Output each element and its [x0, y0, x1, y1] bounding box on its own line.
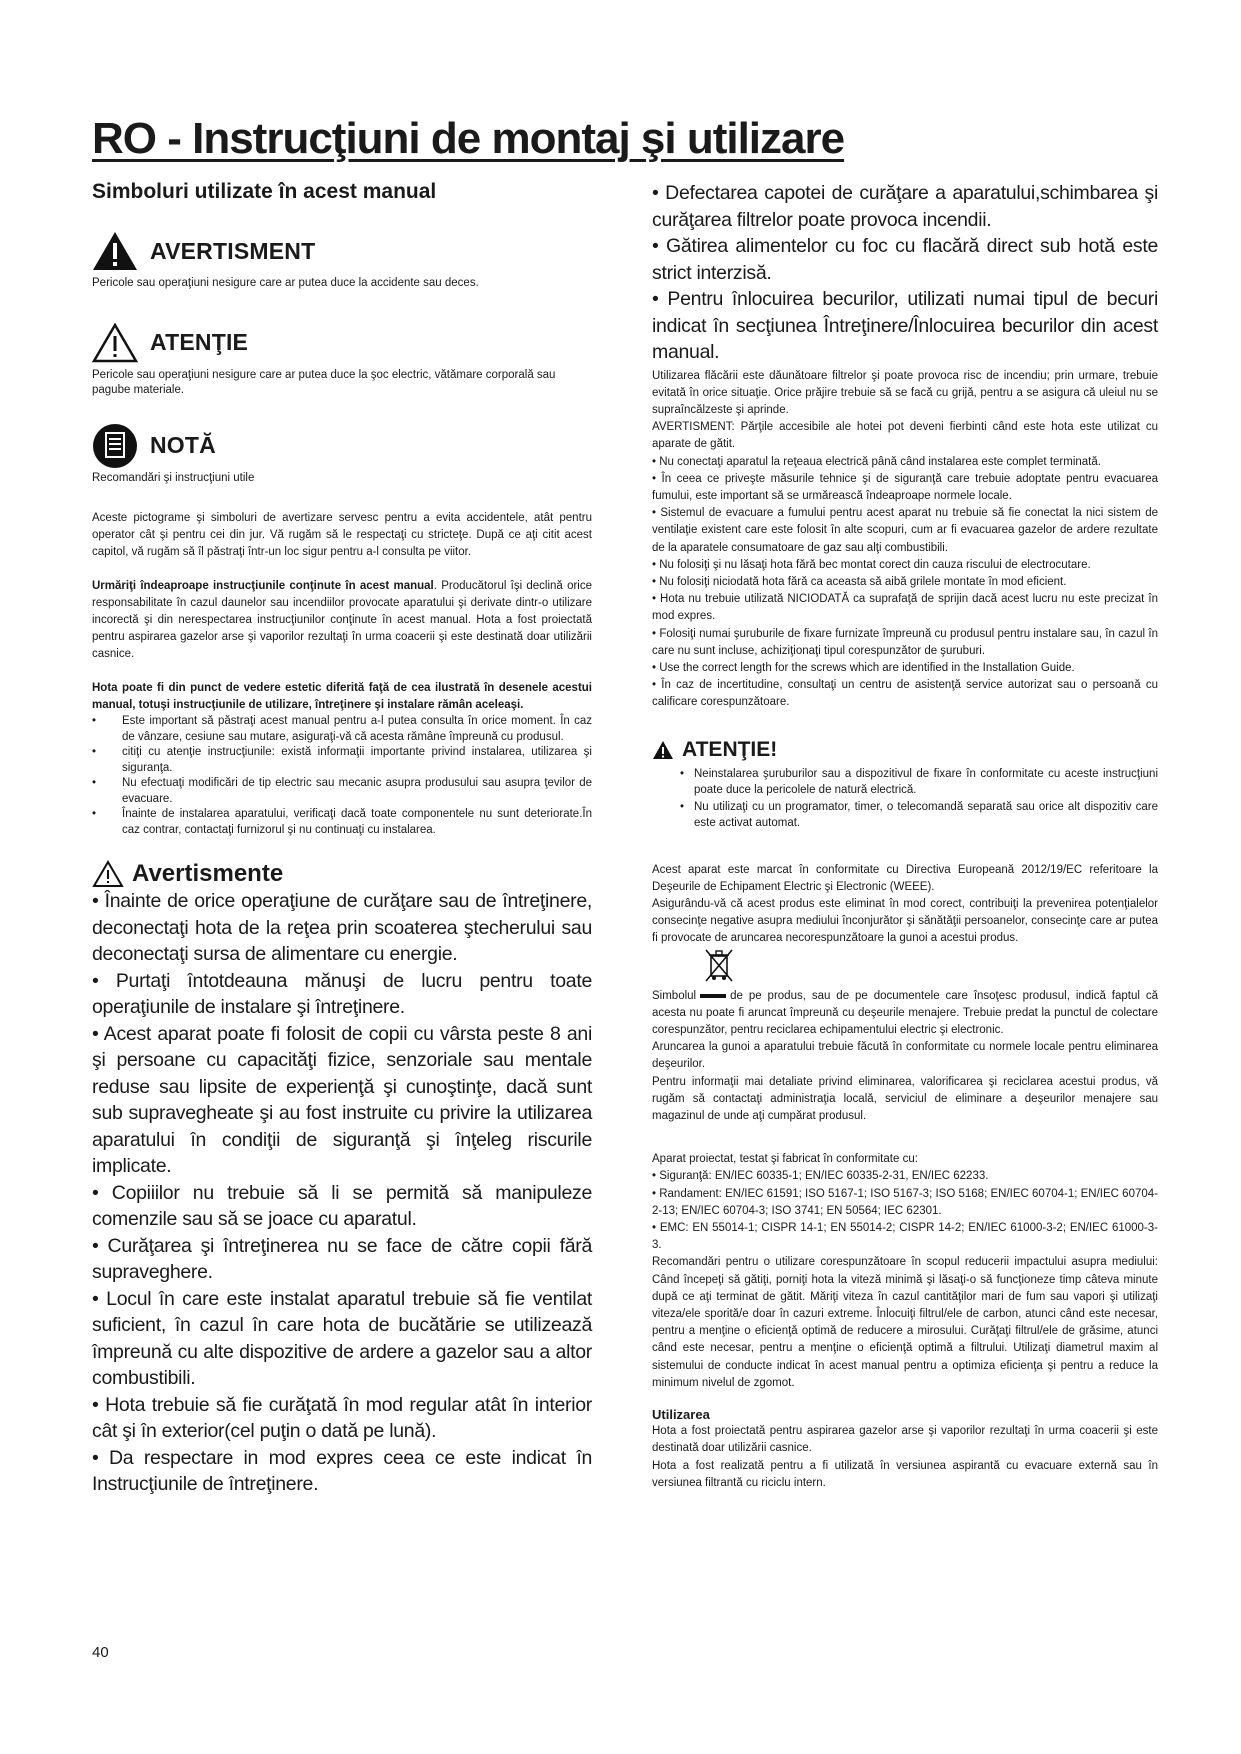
safety-line: • Hota nu trebuie utilizată NICIODATĂ ca suprafaţă de sprijin dacă acest lucru nu este precizat în mod expres.: [652, 593, 1158, 623]
attention-heading: ATENŢIE!: [652, 738, 1158, 762]
safety-line: • Nu conectaţi aparatul la reţeaua electrică până când instalarea este complet terminată.: [652, 455, 1101, 468]
list-item: • Acest aparat poate fi folosit de copii cu vârsta peste 8 ani şi persoane cu capacităţi fizice, senzoriale sau mentale reduse sau lipsite de experienţă şi cunoştinţe, dacă sunt sub supravegheate şi au fost instruite cu privire la utilizarea aparatului în condiţii de siguranţă şi înţeleg riscurile implicate.: [92, 1022, 592, 1177]
list-item: • Purtaţi întotdeauna mănuşi de lucru pentru toate operaţiunile de instalare şi întreţinere.: [92, 969, 592, 1018]
symbol-block-note: [92, 423, 592, 487]
safety-line: • În caz de incertitudine, consultaţi un centru de asistenţă service autorizat sau o persoană cu calificare corespunzătoare.: [652, 679, 1158, 709]
symbol-block-caution: [92, 320, 592, 399]
intro-paragraph: Aceste pictograme şi simboluri de avertizare servesc pentru a evita accidentele, atât pentru operator cât şi pentru cei din jur. Vă rugăm să le respectaţi cu stricteţe. După ce aţi citit acest capitol, vă rugăm să îl păstraţi într-un loc sigur pentru a-l consulta pe viitor.: [92, 512, 592, 558]
symbol-paragraph: [652, 988, 1158, 1040]
symbol-title: NOTĂ: [150, 432, 216, 458]
disposal-paragraph-1: Aruncarea la gunoi a aparatului trebuie făcută în conformitate cu normele locale pentru eliminarea deşeurilor.: [652, 1041, 1158, 1071]
list-item: • Da respectare in mod expres ceea ce este indicat în Instrucţiunile de întreţinere.: [92, 1446, 592, 1495]
list-item: • Defectarea capotei de curăţare a aparatului,schimbarea şi curăţarea filtrelor poate provoca incendii.: [652, 182, 1158, 231]
list-item: • Înainte de instalarea aparatului, verificaţi dacă toate componentele nu sunt deteriorate.În caz contrar, contactaţi furnizorul şi nu continuaţi cu instalarea.: [92, 808, 592, 836]
list-item: • Este important să păstraţi acest manual pentru a-l putea consulta în orice moment. În caz de vânzare, cesiune sau mutare, asiguraţi-vă că acesta rămâne împreună cu produsul.: [92, 715, 592, 743]
list-item: • citiţi cu atenţie instrucţiunile: există informaţii importante privind instalarea, utilizarea şi siguranţa.: [92, 746, 592, 774]
list-item: • Nu utilizaţi cu un programator, timer, o telecomandă separată sau orice alt dispozitiv care este activat automat.: [680, 800, 1158, 830]
standard-line: • Randament: EN/IEC 61591; ISO 5167-1; ISO 5167-3; ISO 5168; EN/IEC 60704-1; EN/IEC 60704-2-13; EN/IEC 60704-3; ISO 3741; EN 50564; IEC 62301.: [652, 1187, 1158, 1217]
symbol-block-warning: [92, 228, 592, 292]
symbol-title: AVERTISMENT: [150, 237, 316, 264]
standard-line: • EMC: EN 55014-1; CISPR 14-1; EN 55014-2; CISPR 14-2; EN/IEC 61000-3-2; EN/IEC 61000-3-3.: [652, 1222, 1158, 1252]
safety-line: • Sistemul de evacuare a fumului pentru acest aparat nu trebuie să fie conectat la nici sistem de ventilaţie existent care este folosit în alte scopuri, cum ar fi evacuarea gazelor de ardere rezultate de la aparatele consumatoare de gaz sau alţi combustibili.: [652, 507, 1158, 554]
warning-triangle-filled-icon: [92, 231, 138, 271]
follow-bold: Urmăriţi îndeaproape instrucţiunile conţinute în acest manual: [92, 580, 434, 592]
weee-paragraph-2: Asigurându-vă că acest produs este eliminat în mod corect, contribuiţi la prevenirea potenţialelor consecinţe negative asupra mediului înconjurător şi sănătăţii persoanelor, consecinţe care ar putea fi provocate de aruncarea necorespunzătoare la gunoi a acestui produs.: [652, 897, 1158, 945]
attention-list: [652, 766, 1158, 832]
recommendations-paragraph: Recomandări pentru o utilizare corespunzătoare în scopul reducerii impactului asupra mediului: Când începeţi să gătiţi, porniţi hota la viteză minimă şi lăsaţi-o să funcţioneze timp câteva minute după ce aţi terminat de gătit. Măriţi viteza în cazul cantităţilor mari de fum sau vapori şi utilizaţi viteza/ele sporită/e doar în cazuri extreme. Înlocuiţi filtrul/ele de carbon, atunci când este necesar, pentru a menţine o eficienţă optimă de reducere a mirosului. Curăţaţi filtrul/ele de grăsime, atunci când este necesar, pentru a menţine o eficienţă optimă a filtrului. Utilizaţi diametrul maxim al sistemului de conducte indicat în acest manual pentru a optimiza eficienţa şi pentru a reduce la minimum nivelul de zgomot.: [652, 1256, 1158, 1389]
page-number: 40: [92, 1644, 109, 1661]
warnings-list: [92, 888, 592, 1498]
caution-triangle-outline-icon: [92, 323, 138, 363]
follow-rest: . Producătorul îşi declină orice responsabilitate în cazul daunelor sau incendiilor provocate aparatului şi derivate dintr-o utilizare incorectă şi din nerespectarea instrucţiunilor conţinute în acest manual. Hota a fost proiectată pentru aspirarea gazelor arse şi vaporilor rezultaţi în urma coacerii şi este destinată doar utilizării casnice.: [92, 580, 592, 660]
safety-line: AVERTISMENT: Părţile accesibile ale hotei pot deveni fierbinti când este hota este utilizat cu aparate de gătit.: [652, 421, 1158, 451]
page-title: RO - Instrucţiuni de montaj şi utilizare: [92, 114, 845, 163]
standards-intro: Aparat proiectat, testat şi fabricat în conformitate cu:: [652, 1153, 918, 1166]
general-bullets: [92, 714, 592, 838]
left-column: [92, 180, 592, 1498]
disposal-paragraph-2: Pentru informaţii mai detaliate privind eliminarea, valorificarea şi reciclarea acestui produs, vă rugăm să contactaţi administraţia locală, serviciul de eliminare a deşeurilor menajere sau magazinul de unde aţi cumpărat produsul.: [652, 1075, 1158, 1122]
standard-line: • Siguranţă: EN/IEC 60335-1; EN/IEC 60335-2-31, EN/IEC 62233.: [652, 1170, 989, 1183]
right-column: [652, 180, 1158, 1492]
list-item: • Locul în care este instalat aparatul trebuie să fie ventilat suficient, în cazul în care hota de bucătărie se utilizează împreună cu alte dispozitive de ardere a gazelor sau a altor combustibili.: [92, 1287, 592, 1389]
usage-heading: Utilizarea: [652, 1407, 710, 1423]
fire-safety-list: [652, 180, 1158, 366]
weee-paragraph-1: Acest aparat este marcat în conformitate cu Directiva Europeană 2012/19/EC referitoare la Deşeurile de Echipament Electric şi Electronic (WEEE).: [652, 863, 1158, 893]
crossed-out-bin-icon: [704, 948, 734, 986]
symbol-description: Recomandări şi instrucţiuni utile: [92, 471, 255, 484]
list-item: • Neinstalarea şuruburilor sau a dispozitivul de fixare în conformitate cu aceste instrucţiuni poate duce la pericolele de natură electrică.: [680, 767, 1158, 797]
symbol-description: Pericole sau operaţiuni nesigure care ar putea duce la accidente sau deces.: [92, 277, 479, 289]
warnings-heading: Avertismente: [92, 860, 592, 888]
safety-line: Utilizarea flăcării este dăunătoare filtrelor şi poate provoca risc de incendiu; prin urmare, trebuie evitată în orice situaţie. Orice prăjire trebuie să se facă cu grijă, pentru a se asigura că uleiul nu se supraîncălzeste şi aprinde.: [652, 369, 1158, 416]
symbol-prefix: Simbolul: [652, 989, 697, 1002]
safety-line: • Nu folosiţi niciodată hota fără ca aceasta să aibă grilele montate în mod eficient.: [652, 575, 1067, 588]
note-document-icon: [92, 423, 138, 469]
list-item: • Copiiilor nu trebuie să li se permită să manipuleze comenzile sau să se joace cu aparatul.: [92, 1181, 592, 1230]
safety-notes: [652, 368, 1158, 712]
weee-bin-icon-wrap: [652, 948, 1158, 988]
caution-triangle-outline-icon: [92, 860, 124, 888]
warning-triangle-filled-icon: [652, 740, 674, 760]
symbol-description: Pericole sau operaţiuni nesigure care ar putea duce la şoc electric, vătămare corporală sau pagube materiale.: [92, 368, 556, 396]
safety-line: • Folosiţi numai şuruburile de fixare furnizate împreună cu produsul pentru instalare sau, în cazul în care nu sunt incluse, achiziţionaţi tipul corespunzător de şuruburi.: [652, 627, 1158, 657]
list-item: • Înainte de orice operaţiune de curăţare sau de întreţinere, deconectaţi hota de la reţea prin scoaterea ştecherului sau deconectaţi sursa de alimentare cu energie.: [92, 890, 592, 965]
usage-paragraph-2: Hota a fost realizată pentru a fi utilizată în versiunea aspirantă cu evacuare externă sau în versiunea filtrantă cu riciclu intern.: [652, 1459, 1158, 1489]
list-item: • Hota trebuie să fie curăţată în mod regular atât în interior cât şi în exterior(cel puţin o dată pe lună).: [92, 1393, 592, 1442]
list-item: • Gătirea alimentelor cu foc cu flacără direct sub hotă este strict interzisă.: [652, 235, 1158, 284]
follow-instructions-paragraph: [92, 578, 592, 663]
list-item: • Pentru înlocuirea becurilor, utilizati numai tipul de becuri indicat în secţiunea Întreţinere/Înlocuirea becurilor din acest manual.: [652, 288, 1158, 363]
list-item: • Nu efectuaţi modificări de tip electric sau mecanic asupra produsului sau asupra ţevilor de evacuare.: [92, 777, 592, 805]
symbols-heading: Simboluri utilizate în acest manual: [92, 180, 437, 203]
black-bar-icon: [700, 994, 726, 998]
symbol-title: ATENŢIE: [150, 329, 249, 355]
usage-paragraph-1: Hota a fost proiectată pentru aspirarea gazelor arse şi vaporilor rezultaţi în urma coacerii şi este destinată doar utilizării casnice.: [652, 1425, 1158, 1455]
safety-line: • Nu folosiţi şi nu lăsaţi hota fără bec montat corect din cauza riscului de electrocutare.: [652, 558, 1091, 571]
safety-line: • Use the correct length for the screws which are identified in the Installation Guide.: [652, 661, 1075, 674]
aesthetic-note: Hota poate fi din punct de vedere estetic diferită faţă de cea ilustrată în desenele acestui manual, totuşi instrucţiunile de utilizare, întreţinere şi instalare rămân aceleaşi.: [92, 682, 592, 711]
list-item: • Curăţarea şi întreţinerea nu se face de către copii fără supraveghere.: [92, 1234, 592, 1283]
symbol-text: de pe produs, sau de pe documentele care însoţesc produsul, indică faptul că acesta nu poate fi aruncat împreună cu deşeurile menajere. Trebuie predat la punctul de colectare corespunzător, pentru reciclarea echipamentului electric şi electronic.: [652, 989, 1158, 1036]
safety-line: • În ceea ce priveşte măsurile tehnice şi de siguranţă care trebuie adoptate pentru evacuarea fumului, este important să se urmărească îndeaproape normele locale.: [652, 472, 1158, 502]
